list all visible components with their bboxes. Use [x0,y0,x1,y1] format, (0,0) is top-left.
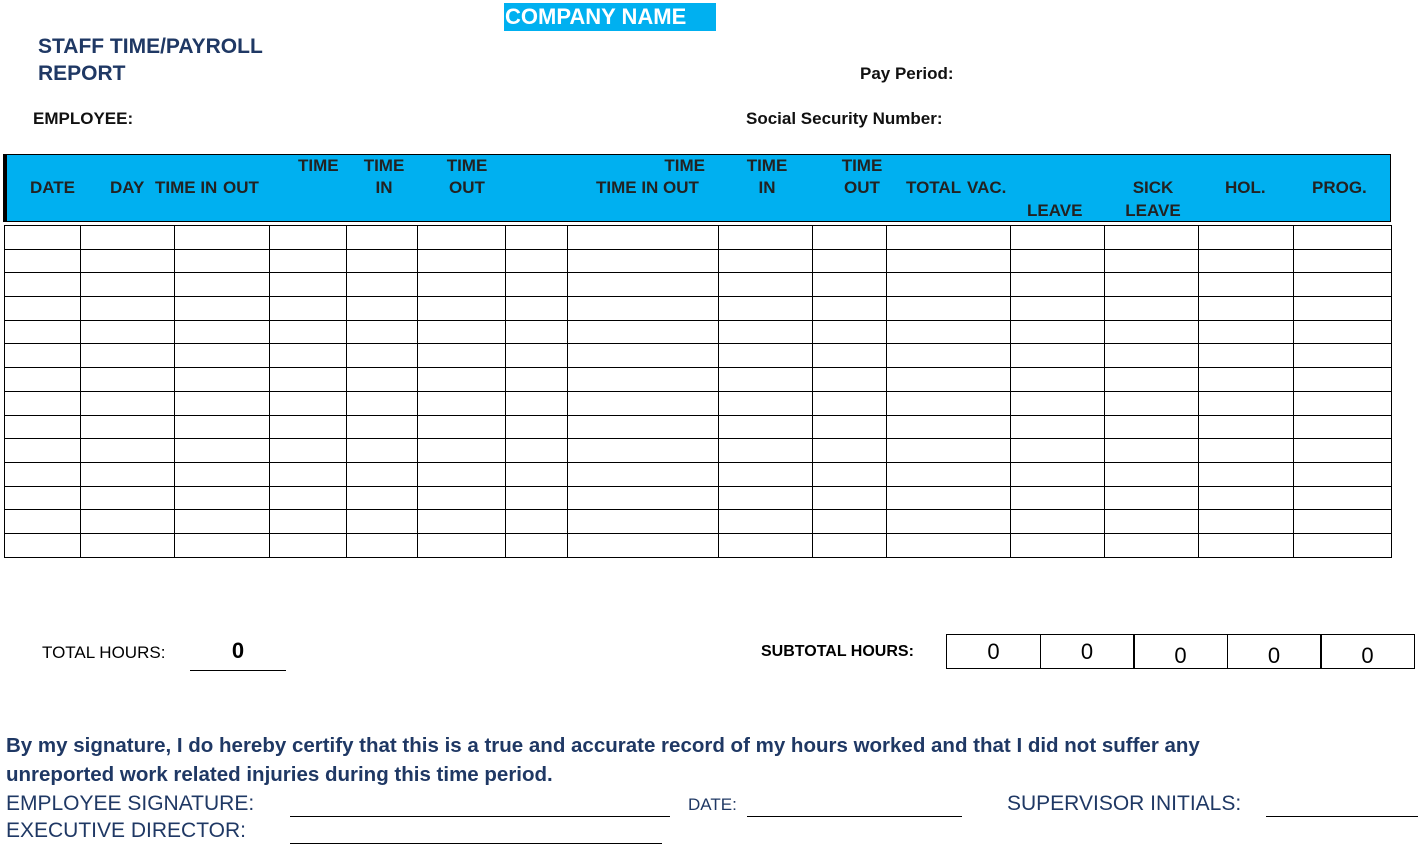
table-cell[interactable] [506,486,568,510]
table-cell[interactable] [270,439,347,463]
table-cell[interactable] [813,462,887,486]
table-cell[interactable] [568,320,719,344]
table-cell[interactable] [1294,486,1392,510]
header-leave: LEAVE [1027,201,1083,220]
table-cell[interactable] [1105,273,1199,297]
table-cell[interactable] [1011,533,1105,557]
table-cell[interactable] [1011,486,1105,510]
table-cell[interactable] [81,391,175,415]
header-hol: HOL. [1225,178,1266,197]
table-cell[interactable] [5,344,81,368]
header-time-in-3-top: TIME [363,156,405,175]
table-cell[interactable] [568,368,719,392]
table-cell[interactable] [81,439,175,463]
table-cell[interactable] [1199,486,1294,510]
table-cell[interactable] [506,415,568,439]
table-header [3,154,1391,222]
table-cell[interactable] [1199,249,1294,273]
table-cell[interactable] [418,439,506,463]
table-cell[interactable] [506,510,568,534]
table-cell[interactable] [568,486,719,510]
table-cell[interactable] [719,297,813,321]
header-prog: PROG. [1312,178,1367,197]
header-time-out-5-top: TIME [841,156,883,175]
header-time-2: TIME [298,156,339,175]
table-cell[interactable] [5,320,81,344]
header-time-in-3-bottom: IN [375,178,393,197]
table-cell[interactable] [1105,249,1199,273]
table-cell[interactable] [418,391,506,415]
table-cell[interactable] [175,320,270,344]
table-cell[interactable] [81,226,175,250]
table-cell[interactable] [1294,297,1392,321]
table-row [5,368,1392,392]
table-cell[interactable] [81,510,175,534]
header-day: DAY [110,178,145,197]
table-row [5,510,1392,534]
report-title: STAFF TIME/PAYROLL REPORT [38,35,263,85]
table-cell[interactable] [270,249,347,273]
table-cell[interactable] [719,486,813,510]
table-cell[interactable] [1105,344,1199,368]
header-total: TOTAL [906,178,962,197]
table-cell[interactable] [568,439,719,463]
table-cell[interactable] [418,368,506,392]
table-cell[interactable] [347,320,418,344]
table-cell[interactable] [347,297,418,321]
subtotal-hours-label: SUBTOTAL HOURS: [761,643,914,660]
table-cell[interactable] [719,415,813,439]
table-cell[interactable] [813,297,887,321]
table-cell[interactable] [813,439,887,463]
table-cell[interactable] [1294,273,1392,297]
table-cell[interactable] [568,415,719,439]
table-cell[interactable] [1011,415,1105,439]
table-cell[interactable] [887,368,1011,392]
table-row [5,297,1392,321]
table-cell[interactable] [1011,226,1105,250]
table-cell[interactable] [5,249,81,273]
table-cell[interactable] [5,462,81,486]
header-date: DATE [30,178,76,197]
table-cell[interactable] [175,415,270,439]
table-cell[interactable] [506,344,568,368]
table-cell[interactable] [506,391,568,415]
table-cell[interactable] [1011,249,1105,273]
header-time-in-5-bottom: IN [758,178,776,197]
table-cell[interactable] [347,391,418,415]
header-out-4: OUT [663,178,699,197]
table-cell[interactable] [5,368,81,392]
executive-director-line[interactable] [290,843,662,844]
table-cell[interactable] [1294,439,1392,463]
table-cell[interactable] [719,249,813,273]
table-cell[interactable] [568,391,719,415]
table-cell[interactable] [418,226,506,250]
table-row [5,273,1392,297]
table-cell[interactable] [1011,273,1105,297]
table-cell[interactable] [1294,226,1392,250]
table-cell[interactable] [5,533,81,557]
table-cell[interactable] [1294,510,1392,534]
table-cell[interactable] [347,415,418,439]
table-cell[interactable] [719,462,813,486]
table-cell[interactable] [175,344,270,368]
table-cell[interactable] [887,273,1011,297]
table-cell[interactable] [5,486,81,510]
table-cell[interactable] [270,368,347,392]
header-time-4-top: TIME [664,156,705,175]
table-cell[interactable] [568,533,719,557]
table-cell[interactable] [1294,368,1392,392]
table-cell[interactable] [1011,344,1105,368]
table-row [5,533,1392,557]
table-cell[interactable] [1294,533,1392,557]
table-cell[interactable] [347,368,418,392]
table-cell[interactable] [418,462,506,486]
table-cell[interactable] [418,533,506,557]
table-cell[interactable] [175,226,270,250]
table-cell[interactable] [568,273,719,297]
table-cell[interactable] [1105,462,1199,486]
table-cell[interactable] [1294,415,1392,439]
ssn-label: Social Security Number: [746,109,943,128]
header-sick-bottom: LEAVE [1125,201,1181,220]
header-sick-top: SICK [1132,178,1174,197]
table-cell[interactable] [418,297,506,321]
table-cell[interactable] [813,533,887,557]
table-cell[interactable] [270,415,347,439]
table-cell[interactable] [81,368,175,392]
table-cell[interactable] [81,273,175,297]
table-cell[interactable] [1105,415,1199,439]
table-cell[interactable] [175,273,270,297]
date-label: DATE: [688,795,737,814]
table-cell[interactable] [81,486,175,510]
table-row [5,486,1392,510]
total-hours-label: TOTAL HOURS: [42,643,166,662]
table-cell[interactable] [887,320,1011,344]
table-cell[interactable] [347,510,418,534]
header-time-out-5-bottom: OUT [844,178,880,197]
table-cell[interactable] [175,391,270,415]
table-cell[interactable] [1294,320,1392,344]
table-cell[interactable] [506,368,568,392]
table-cell[interactable] [270,510,347,534]
table-cell[interactable] [1199,439,1294,463]
table-cell[interactable] [270,273,347,297]
table-cell[interactable] [1199,320,1294,344]
table-cell[interactable] [1011,439,1105,463]
subtotal-box[interactable]: 0 [1320,634,1415,669]
table-cell[interactable] [1105,486,1199,510]
table-cell[interactable] [1199,533,1294,557]
table-cell[interactable] [5,391,81,415]
table-cell[interactable] [887,533,1011,557]
table-cell[interactable] [719,273,813,297]
table-cell[interactable] [719,344,813,368]
table-cell[interactable] [81,297,175,321]
table-cell[interactable] [5,415,81,439]
supervisor-initials-label: SUPERVISOR INITIALS: [1007,792,1242,815]
table-cell[interactable] [81,344,175,368]
table-cell[interactable] [5,273,81,297]
table-cell[interactable] [719,533,813,557]
table-cell[interactable] [887,462,1011,486]
table-cell[interactable] [1011,320,1105,344]
table-cell[interactable] [813,273,887,297]
table-cell[interactable] [887,249,1011,273]
table-cell[interactable] [568,510,719,534]
employee-signature-label: EMPLOYEE SIGNATURE: [6,792,255,815]
table-cell[interactable] [418,486,506,510]
table-cell[interactable] [418,344,506,368]
table-cell[interactable] [887,415,1011,439]
table-cell[interactable] [1294,344,1392,368]
table-cell[interactable] [418,249,506,273]
table-cell[interactable] [1105,510,1199,534]
table-cell[interactable] [568,226,719,250]
table-cell[interactable] [175,439,270,463]
employee-label: EMPLOYEE: [33,109,134,128]
header-time-out-3-bottom: OUT [449,178,485,197]
table-cell[interactable] [270,391,347,415]
table-cell[interactable] [1105,368,1199,392]
table-cell[interactable] [175,486,270,510]
header-out-1: OUT [223,178,259,197]
pay-period-label: Pay Period: [860,64,954,83]
table-cell[interactable] [347,462,418,486]
table-cell[interactable] [813,368,887,392]
total-hours-value[interactable]: 0 [190,634,286,671]
table-cell[interactable] [719,391,813,415]
table-cell[interactable] [813,486,887,510]
table-cell[interactable] [506,439,568,463]
table-cell[interactable] [506,273,568,297]
table-cell[interactable] [175,533,270,557]
table-row [5,462,1392,486]
table-cell[interactable] [813,249,887,273]
table-cell[interactable] [175,510,270,534]
table-cell[interactable] [506,320,568,344]
table-cell[interactable] [418,510,506,534]
table-cell[interactable] [1105,297,1199,321]
table-cell[interactable] [506,462,568,486]
subtotal-box[interactable]: 0 [1227,634,1322,669]
table-row [5,320,1392,344]
table-cell[interactable] [887,344,1011,368]
table-cell[interactable] [347,226,418,250]
subtotal-box[interactable]: 0 [1133,634,1228,669]
table-cell[interactable] [347,273,418,297]
table-cell[interactable] [1294,391,1392,415]
executive-director-label: EXECUTIVE DIRECTOR: [6,819,246,842]
table-cell[interactable] [81,320,175,344]
header-time-in-1: TIME IN [155,178,218,197]
table-cell[interactable] [568,249,719,273]
table-row [5,439,1392,463]
table-cell[interactable] [813,226,887,250]
table-cell[interactable] [175,368,270,392]
table-cell[interactable] [568,344,719,368]
table-cell[interactable] [175,462,270,486]
table-cell[interactable] [506,226,568,250]
table-cell[interactable] [347,439,418,463]
table-cell[interactable] [270,344,347,368]
table-cell[interactable] [270,226,347,250]
table-cell[interactable] [887,510,1011,534]
table-cell[interactable] [81,462,175,486]
table-cell[interactable] [719,368,813,392]
table-cell[interactable] [887,391,1011,415]
table-cell[interactable] [813,391,887,415]
table-cell[interactable] [1294,462,1392,486]
table-cell[interactable] [418,273,506,297]
table-cell[interactable] [568,297,719,321]
table-cell[interactable] [347,533,418,557]
table-cell[interactable] [1011,297,1105,321]
date-line[interactable] [747,816,962,817]
table-cell[interactable] [1199,344,1294,368]
table-cell[interactable] [81,415,175,439]
table-cell[interactable] [418,415,506,439]
table-cell[interactable] [1199,510,1294,534]
table-row [5,391,1392,415]
header-time-in-4: TIME IN [596,178,659,197]
table-cell[interactable] [1011,391,1105,415]
table-cell[interactable] [175,297,270,321]
table-cell[interactable] [887,486,1011,510]
table-cell[interactable] [1199,297,1294,321]
table-row [5,226,1392,250]
table-cell[interactable] [5,439,81,463]
table-cell[interactable] [270,533,347,557]
table-cell[interactable] [506,249,568,273]
supervisor-initials-line[interactable] [1266,816,1418,817]
certification-statement: By my signature, I do hereby certify that this is a true and accurate record of my hours worked and that I did not suffer any unreported work related injuries during this time period. [6,734,1200,786]
table-cell[interactable] [813,344,887,368]
table-cell[interactable] [1011,462,1105,486]
header-time-in-5-top: TIME [746,156,788,175]
table-cell[interactable] [1294,249,1392,273]
table-row [5,415,1392,439]
timesheet-grid [4,225,1392,558]
table-cell[interactable] [506,533,568,557]
subtotal-boxes [946,634,1415,669]
table-cell[interactable] [506,297,568,321]
table-cell[interactable] [347,486,418,510]
table-cell[interactable] [347,249,418,273]
table-cell[interactable] [1199,462,1294,486]
table-cell[interactable] [568,462,719,486]
table-cell[interactable] [719,510,813,534]
table-cell[interactable] [270,320,347,344]
table-cell[interactable] [1199,415,1294,439]
table-cell[interactable] [270,486,347,510]
table-cell[interactable] [813,320,887,344]
table-row [5,344,1392,368]
table-cell[interactable] [1105,320,1199,344]
table-cell[interactable] [887,439,1011,463]
header-time-out-3-top: TIME [446,156,488,175]
table-cell[interactable] [1199,368,1294,392]
table-cell[interactable] [418,320,506,344]
table-cell[interactable] [270,297,347,321]
header-vac: VAC. [967,178,1007,197]
table-cell[interactable] [887,297,1011,321]
table-cell[interactable] [5,226,81,250]
company-name: COMPANY NAME [504,3,716,31]
table-cell[interactable] [813,415,887,439]
table-cell[interactable] [1199,226,1294,250]
table-cell[interactable] [719,439,813,463]
employee-signature-line[interactable] [290,816,670,817]
table-cell[interactable] [719,320,813,344]
table-cell[interactable] [1105,439,1199,463]
table-cell[interactable] [719,226,813,250]
table-cell[interactable] [1105,533,1199,557]
table-cell[interactable] [270,462,347,486]
table-cell[interactable] [1011,368,1105,392]
table-row [5,249,1392,273]
subtotal-box[interactable]: 0 [1040,634,1135,669]
table-cell[interactable] [175,249,270,273]
table-cell[interactable] [1199,391,1294,415]
table-cell[interactable] [1011,510,1105,534]
table-cell[interactable] [81,533,175,557]
table-cell[interactable] [5,510,81,534]
table-cell[interactable] [1105,226,1199,250]
table-cell[interactable] [347,344,418,368]
table-cell[interactable] [887,226,1011,250]
table-cell[interactable] [5,297,81,321]
table-cell[interactable] [1199,273,1294,297]
table-cell[interactable] [813,510,887,534]
subtotal-box[interactable]: 0 [946,634,1041,669]
table-cell[interactable] [1105,391,1199,415]
table-cell[interactable] [81,249,175,273]
